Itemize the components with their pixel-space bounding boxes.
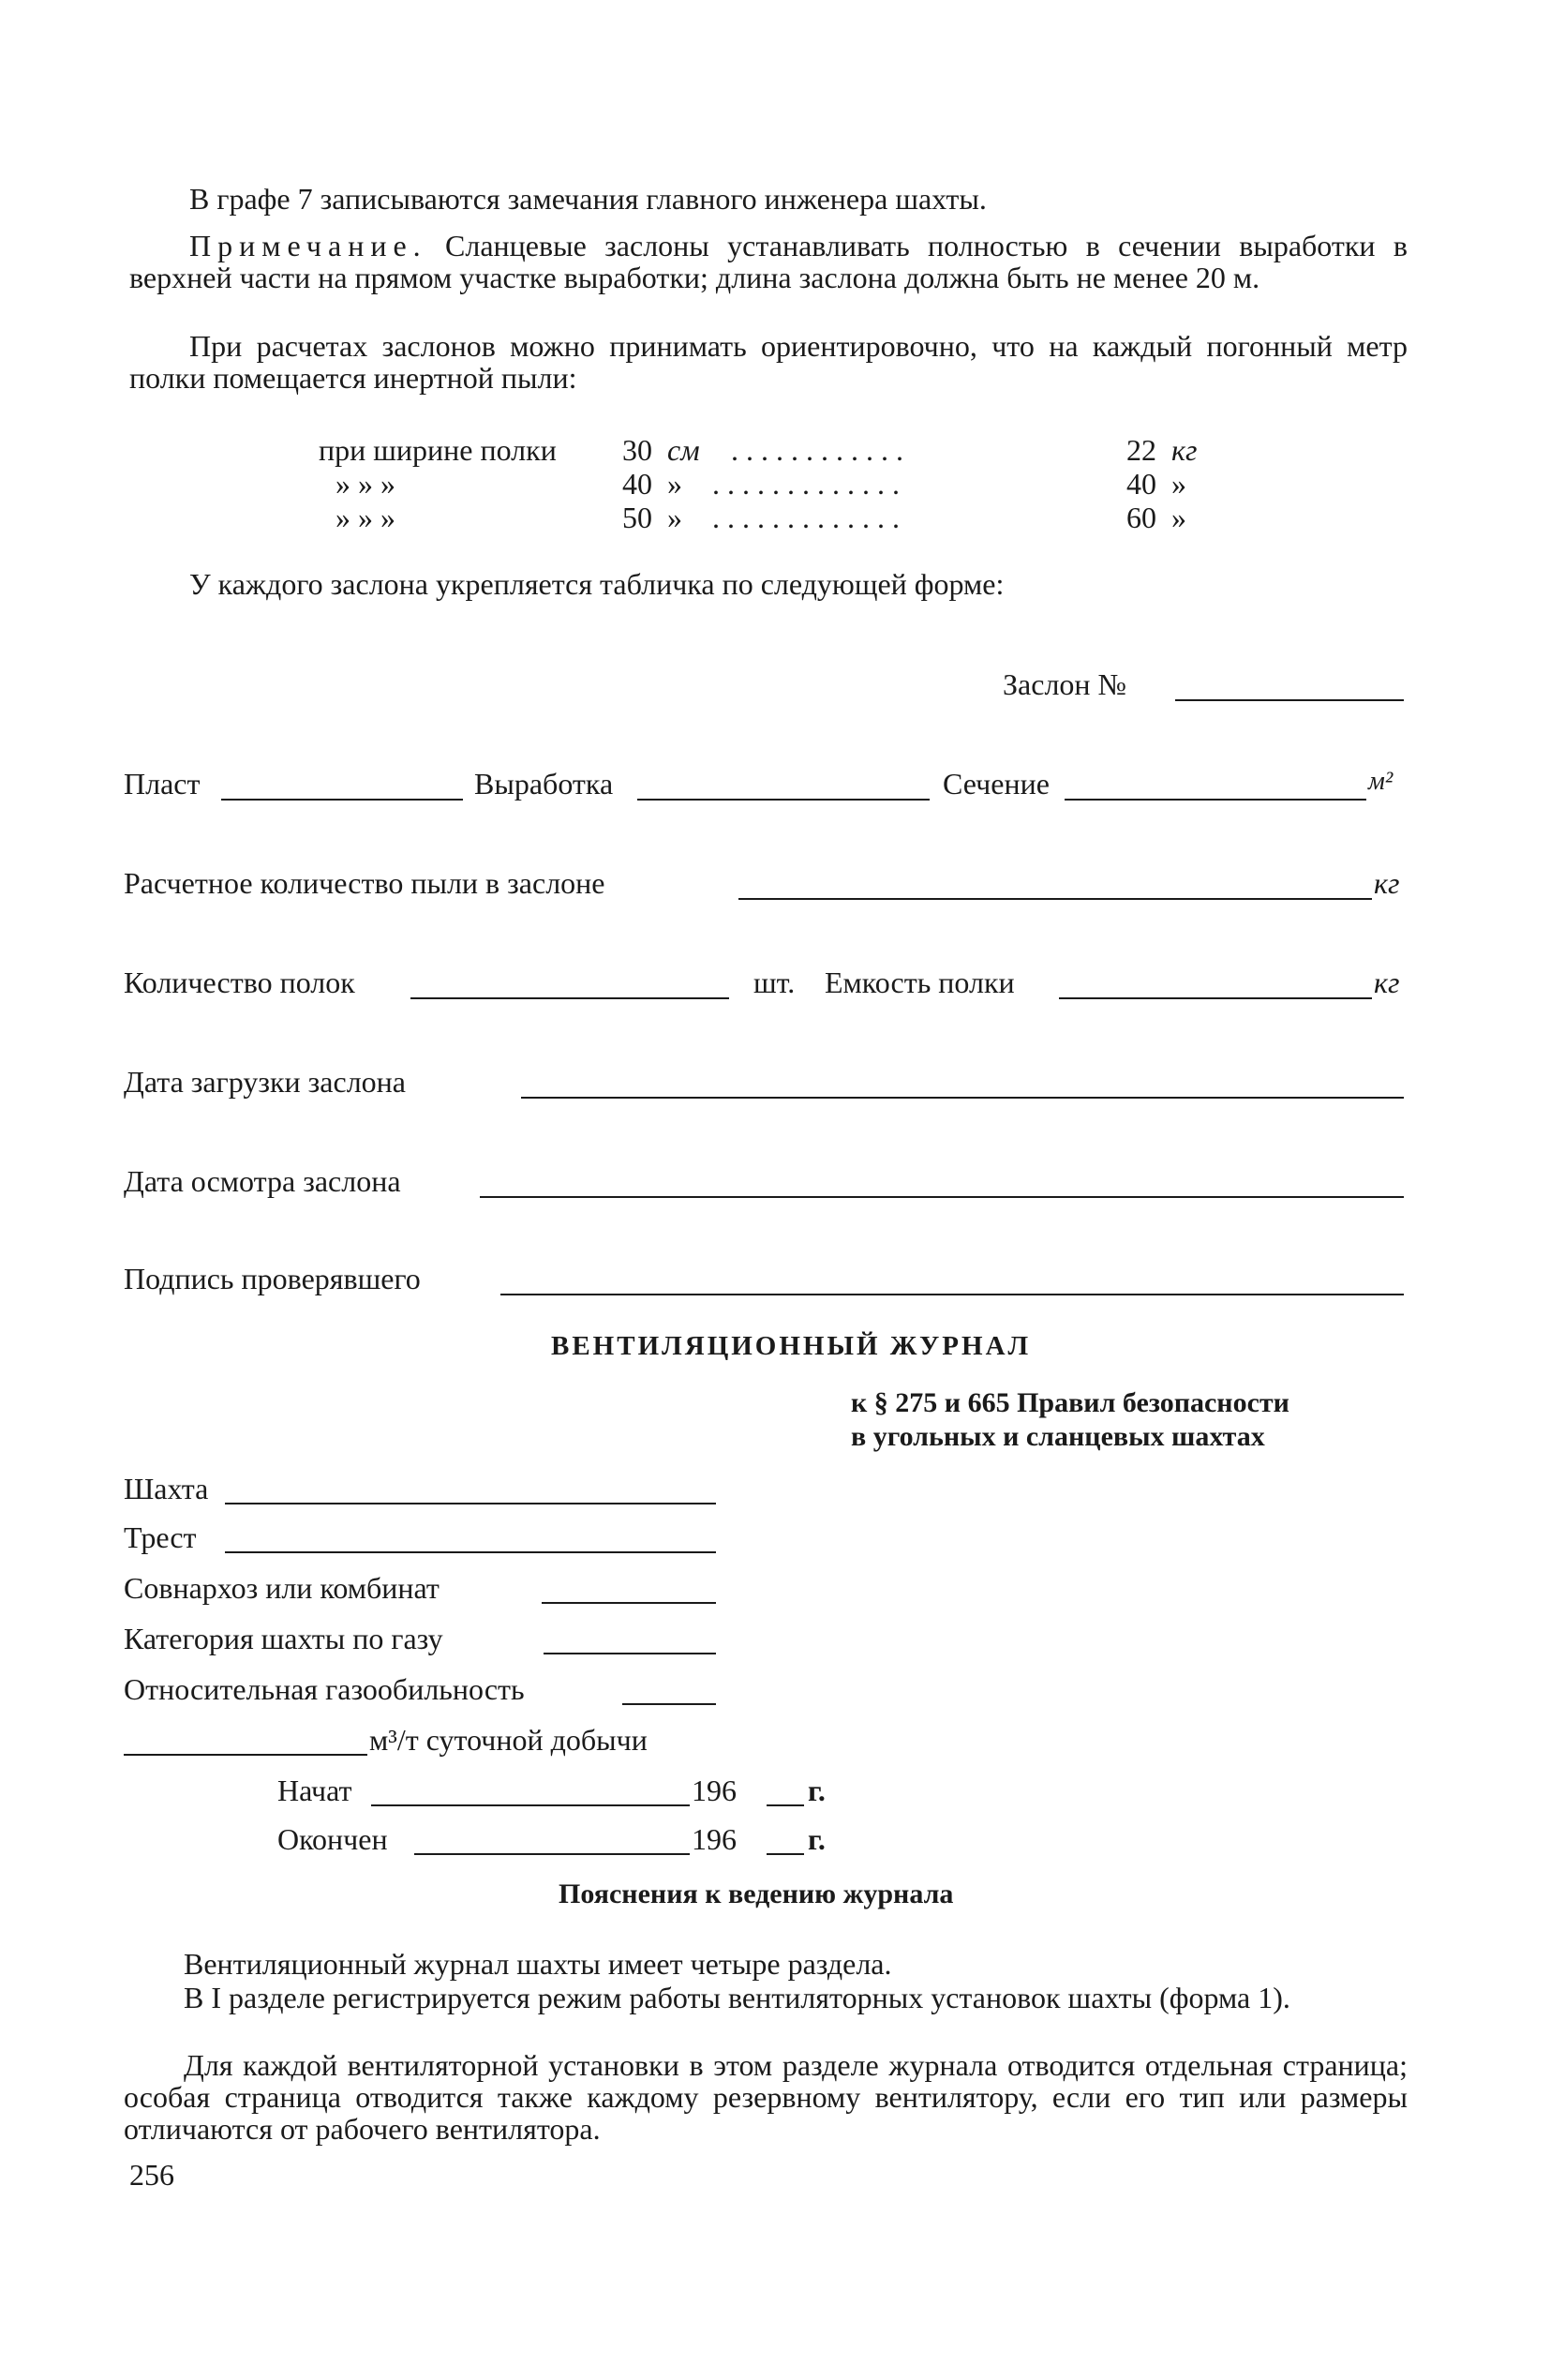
finished-line (414, 1853, 690, 1855)
shelf-row-value-unit: » (1171, 501, 1186, 534)
inspect-date-line (480, 1196, 1404, 1198)
inspect-date-label: Дата осмотра заслона (124, 1164, 401, 1198)
sovnarkhoz-label: Совнархоз или комбинат (124, 1571, 440, 1605)
shelf-row-value: 22 (1126, 433, 1156, 467)
category-label: Категория шахты по газу (124, 1622, 443, 1655)
shelf-row-dots: . . . . . . . . . . . . (731, 433, 903, 467)
dust-qty-label: Расчетное количество пыли в заслоне (124, 866, 605, 900)
shelf-row-width: 50 (622, 501, 652, 534)
m2-unit: м² (1368, 767, 1394, 796)
note-paragraph (129, 230, 1408, 293)
finished-year-line (767, 1853, 804, 1855)
shelf-row-width-unit: » (667, 467, 682, 501)
finished-label: Окончен (277, 1822, 388, 1856)
finished-year-prefix: 196 (692, 1822, 737, 1856)
calc-paragraph: При расчетах заслонов можно принимать ориентировочно, что на каждый погонный метр полки помещается инертной пыли: (129, 329, 1408, 395)
load-date-label: Дата загрузки заслона (124, 1065, 406, 1099)
shelf-row-dots: . . . . . . . . . . . . . (712, 501, 900, 534)
note-label: Примечание. (189, 229, 427, 262)
shelf-row-width-unit: » (667, 501, 682, 534)
started-year-suffix: г. (808, 1774, 826, 1807)
zaslon-number-line (1175, 699, 1404, 701)
gas-label: Относительная газообильность (124, 1672, 525, 1706)
sechenie-label: Сечение (943, 767, 1050, 801)
started-line (371, 1804, 690, 1806)
explanations-p2: В I разделе регистрируется режим работы вентиляторных установок шахты (форма 1). (184, 1981, 1290, 2014)
shelf-row-label: » » » (335, 501, 395, 534)
shelf-row-value: 60 (1126, 501, 1156, 534)
kg-unit: кг (1374, 866, 1400, 900)
explanations-p3: Для каждой вентиляторной установки в этом разделе журнала отводится отдельная страница; особая страница отводится также каждому резервному вентилятору, если его тип или размеры отличаются от рабочего вентилятора. (124, 2048, 1408, 2146)
shelves-qty-line (410, 997, 729, 999)
shelves-qty-label: Количество полок (124, 965, 355, 999)
page-number: 256 (129, 2158, 174, 2192)
plate-intro: У каждого заслона укрепляется табличка по следующей форме: (189, 567, 1005, 601)
zaslon-number-label: Заслон № (1003, 667, 1127, 701)
load-date-line (521, 1097, 1404, 1099)
started-year-prefix: 196 (692, 1774, 737, 1807)
sechenie-line (1065, 799, 1366, 801)
gas-value-line (124, 1754, 367, 1756)
shelf-row-width: 40 (622, 467, 652, 501)
explanations-title: Пояснения к ведению журнала (559, 1879, 954, 1909)
journal-ref-line2: в угольных и сланцевых шахтах (851, 1421, 1265, 1452)
pcs-label: шт. (753, 965, 796, 999)
journal-ref-line1: к § 275 и 665 Правил безопасности (851, 1387, 1289, 1418)
journal-title: ВЕНТИЛЯЦИОННЫЙ ЖУРНАЛ (551, 1331, 1032, 1361)
shelf-row-label: » » » (335, 467, 395, 501)
signature-label: Подпись проверявшего (124, 1262, 421, 1295)
intro-line: В графе 7 записываются замечания главного инженера шахты. (189, 182, 987, 216)
dust-qty-line (738, 898, 1372, 900)
shelf-row-value-unit: кг (1171, 433, 1198, 467)
trust-label: Трест (124, 1520, 197, 1554)
vyrabotka-label: Выработка (474, 767, 614, 801)
category-line (544, 1653, 716, 1654)
plast-label: Пласт (124, 767, 201, 801)
note-text: Сланцевые заслоны устанавливать полностью в сечении выработки в верхней части на прямом участке выработки; длина заслона должна быть не менее 20 м. (129, 229, 1408, 294)
shelf-capacity-line (1059, 997, 1372, 999)
shelf-row-width: 30 (622, 433, 652, 467)
started-year-line (767, 1804, 804, 1806)
mine-line (225, 1503, 716, 1504)
shelf-row-width-unit: см (667, 433, 700, 467)
finished-year-suffix: г. (808, 1822, 826, 1856)
shelf-row-value-unit: » (1171, 467, 1186, 501)
shelf-row-label: при ширине полки (319, 433, 557, 467)
mine-label: Шахта (124, 1472, 209, 1505)
daily-unit-label: м³/т суточной добычи (369, 1723, 648, 1757)
shelf-capacity-label: Емкость полки (825, 965, 1015, 999)
started-label: Начат (277, 1774, 352, 1807)
trust-line (225, 1551, 716, 1553)
vyrabotka-line (637, 799, 930, 801)
shelf-row-value: 40 (1126, 467, 1156, 501)
plast-line (221, 799, 463, 801)
explanations-p1: Вентиляционный журнал шахты имеет четыре раздела. (184, 1947, 892, 1981)
shelf-row-dots: . . . . . . . . . . . . . (712, 467, 900, 501)
sovnarkhoz-line (542, 1602, 716, 1604)
kg-unit: кг (1374, 965, 1400, 999)
signature-line (500, 1294, 1404, 1295)
gas-line (622, 1703, 716, 1705)
